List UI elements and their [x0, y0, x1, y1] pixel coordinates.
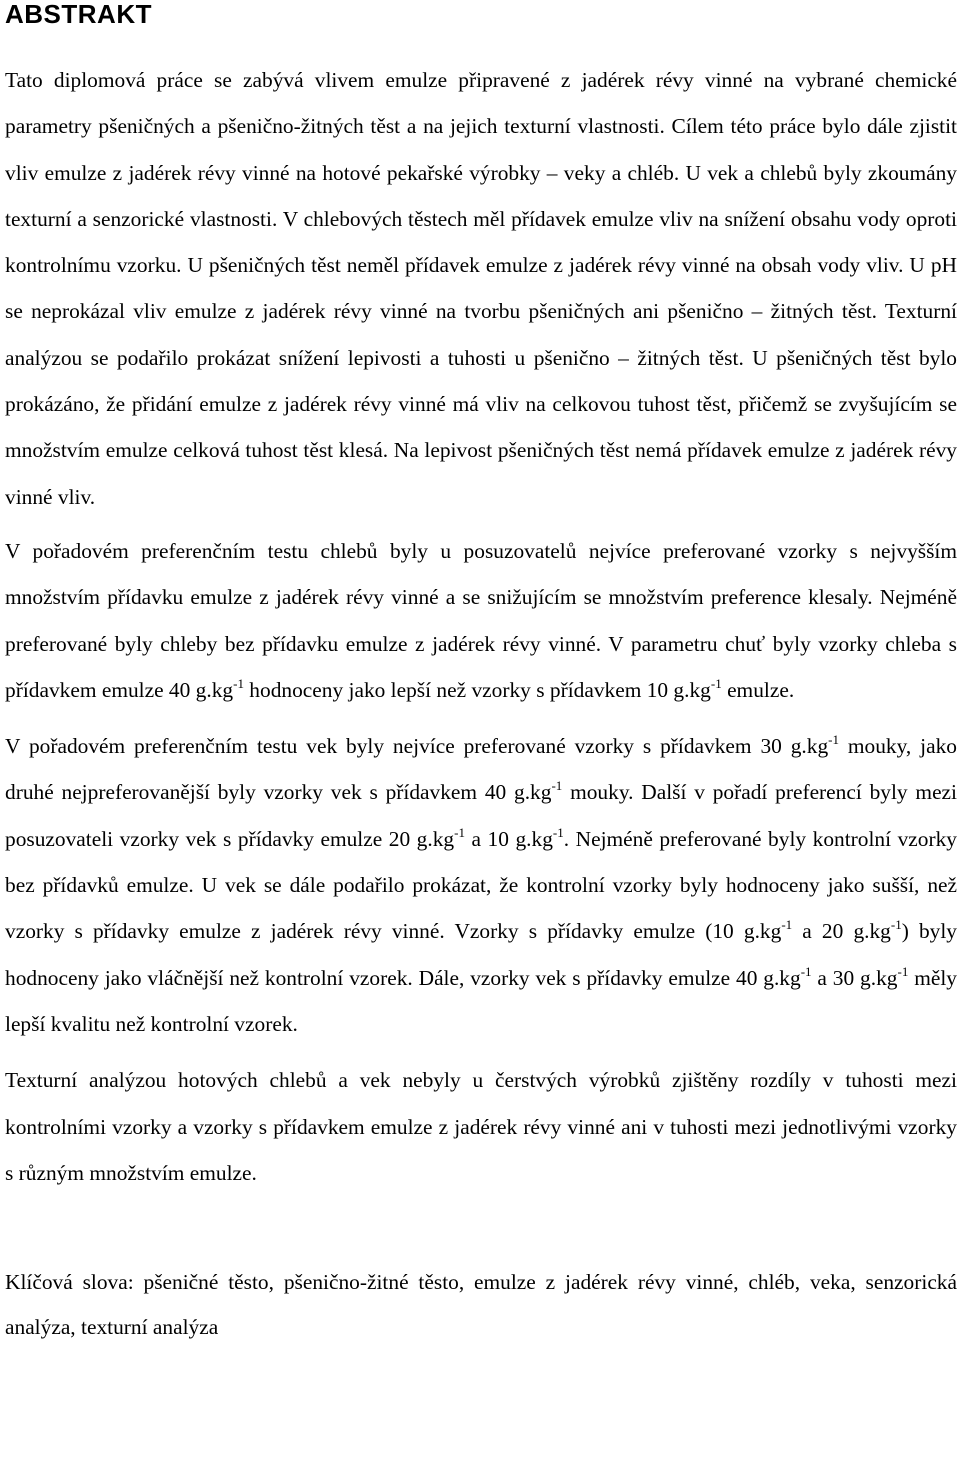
paragraph-text: ) byly hodnoceny jako vláčnější než kontrolní vzorek. Dále, vzorky vek s přídavky emulze 40 g.kg	[5, 919, 957, 990]
unit-exponent: -1	[710, 675, 722, 691]
paragraph-text: Tato diplomová práce se zabývá vlivem emulze připravené z jadérek révy vinné na vybrané chemické parametry pšeničných a pšenično-žitných těst a na jejich texturní vlastnosti. Cílem této práce bylo dále zjistit vliv emulze z jadérek révy vinné na hotové pekařské výrobky – veky a chléb. U vek a chlebů byly zkoumány texturní a senzorické vlastnosti. V chlebových těstech měl přídavek emulze vliv na snížení obsahu vody oproti kontrolnímu vzorku. U pšeničných těst neměl přídavek emulze z jadérek révy vinné na obsah vody vliv. U pH se neprokázal vliv emulze z jadérek révy vinné na tvorbu pšeničných ani pšenično – žitných těst. Texturní analýzou se podařilo prokázat snížení lepivosti a tuhosti u pšenično – žitných těst. U pšeničných těst bylo prokázáno, že přidání emulze z jadérek révy vinné má vliv na celkovou tuhost těst, přičemž se zvyšujícím se množstvím emulze celková tuhost těst klesá. Na lepivost pšeničných těst nemá přídavek emulze z jadérek révy vinné vliv.	[5, 68, 957, 509]
paragraph-text: měly lepší kvalitu než kontrolní vzorek.	[5, 965, 957, 1036]
unit-exponent: -1	[800, 963, 812, 979]
abstract-paragraph-1	[5, 57, 957, 520]
paragraph-text: a 30 g.kg	[811, 965, 898, 990]
abstract-heading: ABSTRAKT	[5, 0, 152, 29]
unit-exponent: -1	[551, 778, 563, 794]
unit-exponent: -1	[454, 824, 465, 840]
paragraph-text: mouky. Další v pořadí preferencí byly mezi posuzovateli vzorky vek s přídavky emulze 20 g.kg	[5, 780, 957, 851]
abstract-paragraph-3	[5, 723, 957, 1047]
paragraph-text: a 20 g.kg	[792, 919, 891, 944]
unit-exponent: -1	[552, 824, 564, 840]
paragraph-text: emulze.	[721, 677, 795, 702]
unit-exponent: -1	[890, 917, 902, 933]
document-page	[5, 0, 957, 1350]
unit-exponent: -1	[828, 732, 840, 748]
unit-exponent: -1	[781, 917, 793, 933]
paragraph-text: V pořadovém preferenčním testu chlebů byly u posuzovatelů nejvíce preferované vzorky s nejvyšším množstvím přídavku emulze z jadérek révy vinné a se snižujícím se množstvím preference klesaly. Nejméně preferované byly chleby bez přídavku emulze z jadérek révy vinné. V parametru chuť byly vzorky chleba s přídavkem emulze 40 g.kg	[5, 538, 957, 702]
abstract-paragraph-2	[5, 528, 957, 713]
unit-exponent: -1	[897, 963, 909, 979]
paragraph-text: Texturní analýzou hotových chlebů a vek nebyly u čerstvých výrobků zjištěny rozdíly v tuhosti mezi kontrolními vzorky a vzorky s přídavkem emulze z jadérek révy vinné ani v tuhosti mezi jednotlivými vzorky s různým množstvím emulze.	[5, 1068, 957, 1185]
paragraph-text: V pořadovém preferenčním testu vek byly nejvíce preferované vzorky s přídavkem 30 g.kg	[5, 734, 829, 759]
paragraph-text: . Nejméně preferované byly kontrolní vzorky bez přídavků emulze. U vek se dále podařilo prokázat, že kontrolní vzorky byly hodnoceny jako sušší, než vzorky s přídavky emulze z jadérek révy vinné. Vzorky s přídavky emulze (10 g.kg	[5, 826, 957, 944]
keywords-line: Klíčová slova: pšeničné těsto, pšenično-žitné těsto, emulze z jadérek révy vinné, chléb, veka, senzorická analýza, texturní analýza	[5, 1270, 957, 1340]
unit-exponent: -1	[233, 675, 244, 691]
paragraph-text: a 10 g.kg	[464, 826, 553, 851]
paragraph-text: hodnoceny jako lepší než vzorky s přídavkem 10 g.kg	[243, 677, 711, 702]
abstract-paragraph-4	[5, 1057, 957, 1196]
paragraph-text: mouky, jako druhé nejpreferovanější byly vzorky vek s přídavkem 40 g.kg	[5, 734, 957, 805]
